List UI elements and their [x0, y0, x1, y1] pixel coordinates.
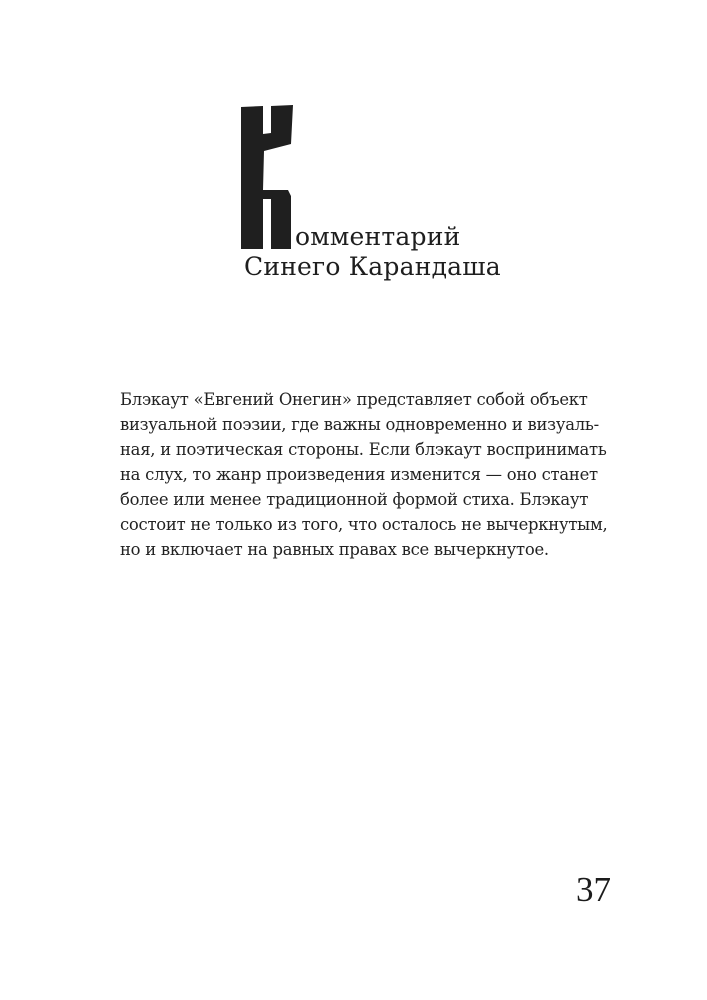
page-number: 37	[576, 870, 611, 909]
heading-line-1: омментарий	[295, 222, 461, 251]
body-line: состоит не только из того, что осталось не вычеркнутым,	[120, 515, 608, 534]
body-line: ная, и поэтическая стороны. Если блэкаут воспринимать	[120, 440, 607, 459]
body-line: на слух, то жанр произведения изменится — оно станет	[120, 465, 598, 484]
body-line: но и включает на равных правах все вычеркнутое.	[120, 540, 549, 559]
body-line: Блэкаут «Евгений Онегин» представляет собой объект	[120, 390, 588, 409]
heading-line-2: Синего Карандаша	[244, 252, 501, 281]
body-line: более или менее традиционной формой стиха. Блэкаут	[120, 490, 589, 509]
body-line: визуальной поэзии, где важны одновременно и визуаль-	[120, 415, 599, 434]
dropcap-k-letter	[238, 104, 296, 251]
